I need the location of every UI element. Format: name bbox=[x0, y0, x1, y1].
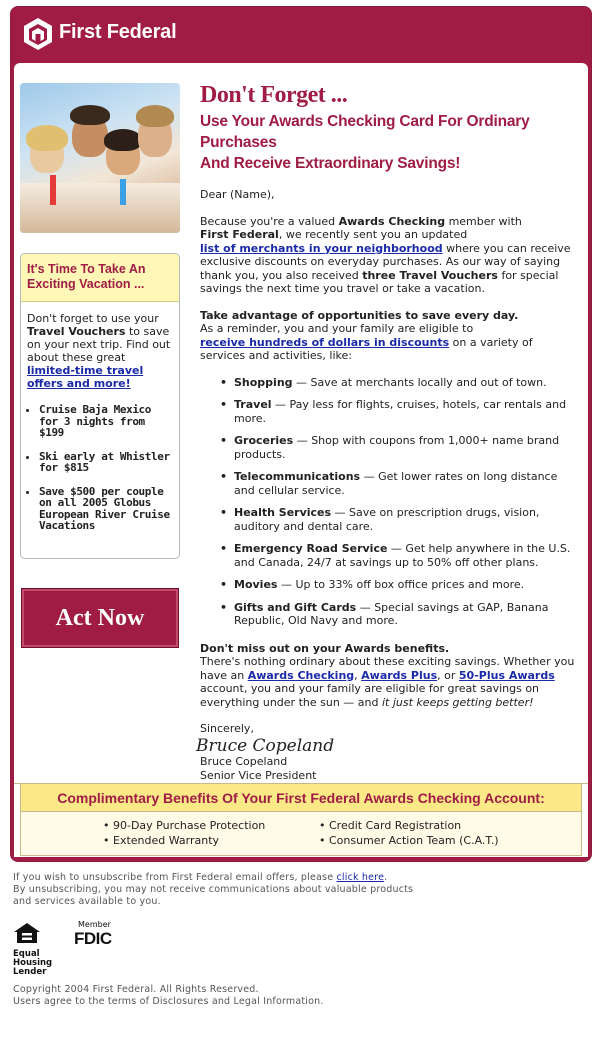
equal-housing-house-icon bbox=[13, 922, 41, 944]
text: Lender bbox=[13, 967, 47, 977]
act-now-button[interactable]: Act Now bbox=[21, 588, 179, 648]
benefit-desc: — Get lower rates on long distance and cellular service. bbox=[234, 470, 558, 497]
subhead-line-2: And Receive Extraordinary Savings! bbox=[200, 155, 461, 172]
text: on a variety of services and activities, like: bbox=[200, 335, 533, 362]
benefit-name: Emergency Road Service bbox=[234, 542, 388, 555]
paragraph-3 bbox=[200, 642, 580, 710]
fdic-member-text: Member bbox=[78, 920, 111, 929]
letter-column bbox=[196, 81, 580, 782]
benefit-name: Travel bbox=[234, 398, 272, 411]
benefit-name: Telecommunications bbox=[234, 470, 361, 483]
benefit: • 90-Day Purchase Protection bbox=[103, 818, 265, 833]
fdic-logo bbox=[74, 920, 112, 949]
travel-vouchers-bold: three Travel Vouchers bbox=[362, 268, 498, 282]
email-frame bbox=[10, 6, 592, 862]
brand-name: First Federal bbox=[59, 21, 177, 43]
greeting: Dear (Name), bbox=[200, 188, 275, 201]
text: . bbox=[384, 872, 388, 883]
promo-title: It's Time To Take An Exciting Vacation ... bbox=[27, 262, 146, 291]
benefit-item bbox=[220, 542, 580, 569]
text: Housing bbox=[13, 958, 53, 968]
equal-housing-text bbox=[13, 950, 57, 977]
text: , we recently sent you an updated bbox=[278, 228, 468, 241]
benefit-item bbox=[220, 398, 580, 425]
benefit-desc: — Get help anywhere in the U.S. and Canada, 24/7 at savings up to 50% off other plans. bbox=[234, 542, 571, 569]
promo-travel-vouchers: Travel Vouchers bbox=[27, 325, 126, 338]
fifty-plus-awards-link[interactable]: 50-Plus Awards bbox=[458, 668, 555, 682]
benefit-name: Shopping bbox=[234, 375, 293, 389]
benefit-desc: — Save on prescription drugs, vision, auditory and dental care. bbox=[234, 506, 540, 533]
benefit-item bbox=[220, 578, 580, 592]
copyright bbox=[13, 984, 324, 1008]
benefit-item bbox=[220, 601, 580, 628]
closing: Sincerely, bbox=[200, 722, 254, 735]
paragraph-3-heading: Don't miss out on your Awards benefits. bbox=[200, 641, 450, 655]
awards-checking-link[interactable]: Awards Checking bbox=[247, 668, 355, 682]
signature: Bruce Copeland bbox=[196, 735, 335, 756]
benefit-list bbox=[220, 376, 580, 628]
first-federal-bold: First Federal bbox=[200, 228, 279, 241]
offer-item: • Cruise Baja Mexico for 3 nights from $199 bbox=[39, 404, 173, 439]
copyright-text: Copyright 2004 First Federal. All Rights Reserved. bbox=[13, 984, 259, 995]
merchants-link[interactable]: list of merchants in your neighborhood bbox=[200, 241, 443, 255]
text: As a reminder, you and your family are eligible to bbox=[200, 322, 474, 335]
benefit-desc: — Save at merchants locally and out of town. bbox=[292, 375, 547, 389]
signer-title: Senior Vice President bbox=[200, 768, 317, 782]
terms-text: Users agree to the terms of Disclosures and Legal Information. bbox=[13, 996, 324, 1007]
text: for special savings the next time you travel or take a vacation. bbox=[200, 268, 559, 295]
unsubscribe-text bbox=[13, 872, 573, 908]
text: If you wish to unsubscribe from First Federal email offers, please bbox=[13, 872, 337, 883]
benefits-title: Complimentary Benefits Of Your First Federal Awards Checking Account: bbox=[20, 784, 582, 812]
letter-body bbox=[196, 188, 580, 782]
awards-checking-bold: Awards Checking bbox=[338, 214, 446, 228]
text: , or bbox=[437, 668, 459, 682]
benefit-desc: — Pay less for flights, cruises, hotels, car rentals and more. bbox=[234, 398, 567, 425]
paragraph-2-heading: Take advantage of opportunities to save every day. bbox=[200, 308, 519, 322]
benefit: • Credit Card Registration bbox=[319, 818, 499, 833]
text: There's nothing ordinary about these exciting savings. Whether you have an bbox=[200, 655, 575, 682]
benefits-section bbox=[14, 783, 588, 857]
signer-name: Bruce Copeland bbox=[200, 755, 288, 768]
benefit-name: Groceries bbox=[234, 434, 294, 447]
benefit-desc: — Up to 33% off box office prices and more. bbox=[277, 578, 525, 591]
promo-header bbox=[21, 254, 179, 302]
benefit-item bbox=[220, 376, 580, 390]
text: Equal bbox=[13, 949, 40, 959]
benefit-item bbox=[220, 506, 580, 533]
offer-list bbox=[27, 404, 173, 532]
benefit-name: Movies bbox=[234, 578, 278, 591]
paragraph-1 bbox=[200, 215, 580, 296]
unsubscribe-link[interactable]: click here bbox=[336, 872, 385, 883]
benefit-name: Health Services bbox=[234, 506, 332, 519]
text: Because you're a valued bbox=[200, 214, 339, 228]
text: where you can receive exclusive discounts on everyday purchases. As our way of saying thank you, you also received bbox=[200, 241, 571, 282]
text: By unsubscribing, you may not receive communications about valuable products bbox=[13, 884, 414, 895]
benefit-desc: — Special savings at GAP, Banana Republic, Old Navy and more. bbox=[234, 600, 549, 627]
discounts-link[interactable]: receive hundreds of dollars in discounts bbox=[200, 335, 450, 349]
offer-item: • Ski early at Whistler for $815 bbox=[39, 451, 173, 474]
headline: Don't Forget ... bbox=[200, 82, 348, 108]
header bbox=[11, 7, 591, 63]
text: , bbox=[354, 668, 362, 682]
equal-housing-lender-logo bbox=[13, 922, 57, 977]
subhead-line-1: Use Your Awards Checking Card For Ordinary Purchases bbox=[200, 113, 530, 151]
vacation-photo bbox=[20, 83, 180, 233]
subhead bbox=[200, 111, 580, 174]
benefit: • Extended Warranty bbox=[103, 833, 265, 848]
benefits-body bbox=[20, 812, 582, 856]
benefit-name: Gifts and Gift Cards bbox=[234, 600, 357, 614]
italic-text: it just keeps getting better! bbox=[382, 695, 534, 709]
travel-promo-box bbox=[20, 253, 180, 559]
text: and services available to you. bbox=[13, 896, 161, 907]
benefit: • Consumer Action Team (C.A.T.) bbox=[319, 833, 499, 848]
travel-offers-link[interactable]: limited-time travel offers and more! bbox=[27, 364, 144, 390]
text: member with bbox=[445, 214, 522, 228]
paragraph-2 bbox=[200, 309, 580, 363]
first-federal-logo-icon bbox=[23, 17, 53, 51]
benefit-item bbox=[220, 470, 580, 497]
benefits-column-1 bbox=[103, 818, 265, 848]
offer-item: • Save $500 per couple on all 2005 Globus European River Cruise Vacations bbox=[39, 486, 173, 532]
content-panel bbox=[14, 63, 588, 857]
benefit-desc: — Shop with coupons from 1,000+ name brand products. bbox=[234, 434, 560, 461]
text: account, you and your family are eligible for great savings on everything under the sun — and bbox=[200, 682, 540, 709]
promo-text-2: to save on your next trip. Find out about these great bbox=[27, 325, 171, 364]
benefits-column-2 bbox=[319, 818, 499, 848]
awards-plus-link[interactable]: Awards Plus bbox=[361, 668, 438, 682]
fdic-text: FDIC bbox=[74, 929, 112, 948]
promo-body bbox=[21, 302, 179, 532]
promo-text: Don't forget to use your bbox=[27, 312, 159, 325]
benefit-item bbox=[220, 434, 580, 461]
